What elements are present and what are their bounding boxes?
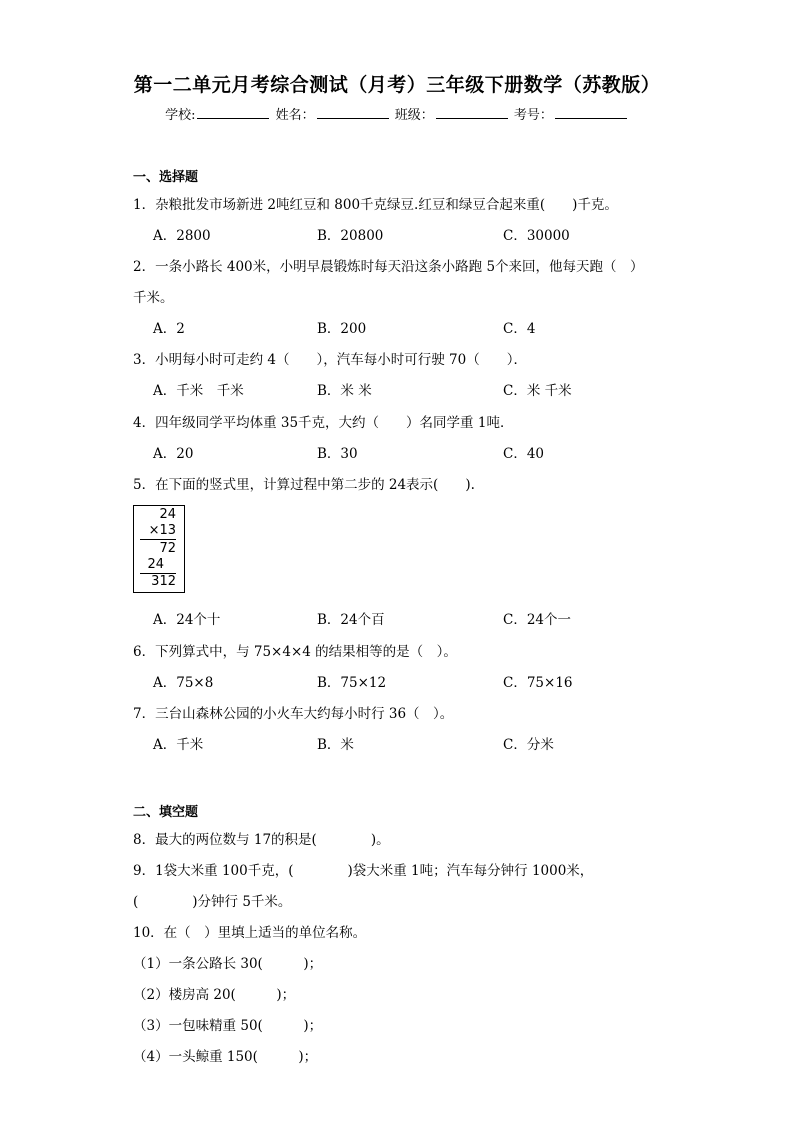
q4-option-c[interactable]: C．40	[503, 446, 545, 462]
q6-option-b[interactable]: B．75×12	[317, 675, 387, 691]
q6-option-a[interactable]: A．75×8	[153, 675, 214, 691]
q1-option-b[interactable]: B．20800	[317, 228, 384, 244]
q5-option-b[interactable]: B．24个百	[317, 612, 385, 628]
name-blank[interactable]	[317, 106, 389, 119]
question-9: 9．1袋大米重 100千克，( )袋大米重 1吨；汽车每分钟行 1000米，	[133, 863, 594, 879]
q1-option-a[interactable]: A．2800	[153, 228, 211, 244]
question-3: 3．小明每小时可走约 4（ ），汽车每小时可行驶 70（ ）．	[133, 352, 527, 368]
q6-option-c[interactable]: C．75×16	[503, 675, 573, 691]
student-info-line	[0, 104, 794, 123]
question-2-cont: 千米。	[133, 290, 174, 306]
class-blank[interactable]	[436, 106, 508, 119]
q3-option-a[interactable]: A．千米 千米	[153, 383, 244, 399]
page-title: 第一二单元月考综合测试（月考）三年级下册数学（苏教版）	[133, 74, 661, 96]
q3-option-b[interactable]: B．米 米	[317, 383, 372, 399]
q7-option-c[interactable]: C．分米	[503, 737, 554, 753]
q10-item-2: （2）楼房高 20( )；	[133, 987, 296, 1003]
q5-option-c[interactable]: C．24个一	[503, 612, 572, 628]
q2-option-c[interactable]: C．4	[503, 321, 536, 337]
q10-item-1: （1）一条公路长 30( )；	[133, 956, 323, 972]
exam-no-blank[interactable]	[555, 106, 627, 119]
q10-item-3: （3）一包味精重 50( )；	[133, 1018, 323, 1034]
calc-multiplicand: 24	[159, 507, 176, 522]
question-9-cont: ( )分钟行 5千米。	[133, 894, 292, 910]
calc-step-2: 24	[147, 557, 164, 572]
q2-option-a[interactable]: A．2	[153, 321, 185, 337]
question-4: 4．四年级同学平均体重 35千克，大约（ ）名同学重 1吨．	[133, 415, 514, 431]
q7-option-a[interactable]: A．千米	[153, 737, 204, 753]
vertical-multiplication	[133, 505, 185, 593]
q1-option-c[interactable]: C．30000	[503, 228, 570, 244]
calc-multiplier: ×13	[148, 523, 176, 538]
calc-line-1	[140, 539, 176, 540]
question-7: 7．三台山森林公园的小火车大约每小时行 36（ ）。	[133, 706, 454, 722]
question-10: 10．在（ ）里填上适当的单位名称。	[133, 925, 367, 941]
q2-option-b[interactable]: B．200	[317, 321, 367, 337]
question-6: 6．下列算式中，与 75×4×4 的结果相等的是（ ）。	[133, 644, 457, 660]
q4-option-a[interactable]: A．20	[153, 446, 194, 462]
section-fill-title: 二、填空题	[133, 805, 199, 820]
q10-item-4: （4）一头鲸重 150( )；	[133, 1049, 318, 1065]
question-2: 2．一条小路长 400米，小明早晨锻炼时每天沿这条小路跑 5个来回，他每天跑（ ）	[133, 259, 644, 275]
school-label: 学校:	[165, 108, 196, 123]
question-5: 5．在下面的竖式里，计算过程中第二步的 24表示( ).	[133, 477, 475, 493]
school-blank[interactable]	[197, 106, 269, 119]
calc-result: 312	[151, 574, 176, 589]
q7-option-b[interactable]: B．米	[317, 737, 354, 753]
name-label: 姓名：	[275, 108, 315, 123]
section-choice-title: 一、选择题	[133, 170, 199, 185]
q4-option-b[interactable]: B．30	[317, 446, 358, 462]
calc-step-1: 72	[159, 541, 176, 556]
q5-option-a[interactable]: A．24个十	[153, 612, 221, 628]
question-1: 1．杂粮批发市场新进 2吨红豆和 800千克绿豆.红豆和绿豆合起来重( )千克。	[133, 197, 618, 213]
question-8: 8．最大的两位数与 17的积是( )。	[133, 832, 390, 848]
class-label: 班级：	[394, 108, 434, 123]
exam-no-label: 考号：	[513, 108, 553, 123]
q3-option-c[interactable]: C．米 千米	[503, 383, 572, 399]
